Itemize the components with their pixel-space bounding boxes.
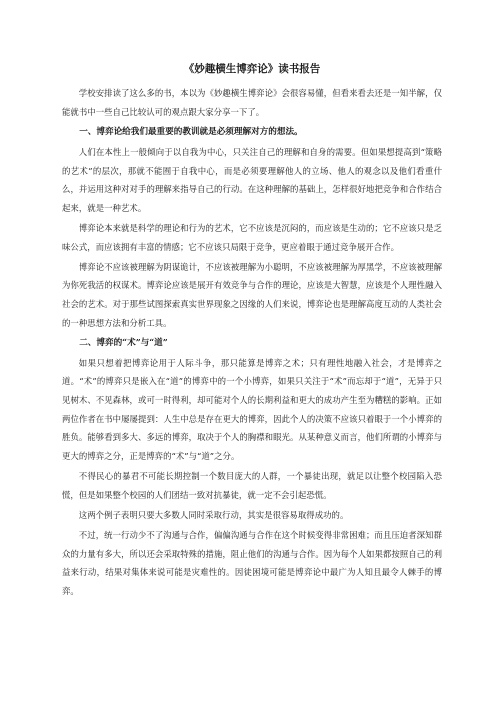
paragraph: 不过，统一行动少不了沟通与合作，偏偏沟通与合作在这个时候变得非常困难；而且压迫者深知群众的力量有多大，所以还会采取特殊的措施，阻止他们的沟通与合作。因为每个人如果都按照自己的利益来行动，结果对集体来说可能是灾难性的。因徒困境可能是博弈论中最广为人知且最令人棘手的博弈。 — [62, 530, 442, 596]
paragraph: 博弈论本来就是科学的理论和行为的艺术，它不应该是沉闷的，而应该是生动的；它不应该只是乏味公式，而应该拥有丰富的情感；它不应该只局限于竞争，更应着眼于通过竞争展开合作。 — [62, 222, 442, 252]
paragraph: 不得民心的暴君不可能长期控制一个数目庞大的人群，一个暴徒出现，就足以让整个校园陷入恐慌，但是如果整个校园的人们团结一致对抗暴徒，就一定不会引起恐慌。 — [62, 471, 442, 500]
document-title: 《妙趣横生博弈论》读书报告 — [183, 63, 321, 75]
paragraph: 这两个例子表明只要大多数人同时采取行动，其实是很容易取得成功的。 — [78, 509, 349, 520]
paragraph: 如果只想着把博弈论用于人际斗争，那只能算是博弈之术；只有理性地融入社会，才是博弈之道。“术”的博弈只是嵌入在“道”的博弈中的一个小博弈，如果只关注于“术”而忘却于“道”，无异于只见树木、不见森林，或可一时得利，却可能对个人的长期利益和更大的成功产生至为糟糕的影响。正如两位作者在书中屡屡提到：人生中总是存在更大的博弈，因此个人的决策不应该只着眼于一个小博弈的胜负。能够看到多大、多远的博弈，取决于个人的胸襟和眼光。从某种意义而言，他们所谓的小博弈与更大的博弈之分，正是博弈的“术”与“道”之分。 — [62, 357, 442, 461]
paragraph: 人们在本性上一般倾向于以自我为中心，只关注自己的理解和自身的需要。但如果想提高到“策略的艺术”的层次，那就不能囿于自我中心，而是必须要理解他人的立场、他人的观念以及他们看重什么，并运用这种对对手的理解来指导自己的行动。在这种理解的基础上，怎样很好地把竞争和合作结合起来，就是一种艺术。 — [62, 146, 442, 213]
document-body — [62, 84, 442, 600]
section-heading: 一、博弈论给我们最重要的教训就是必须理解对方的想法。 — [79, 126, 303, 137]
section-heading: 二、博弈的“术”与“道” — [79, 337, 168, 348]
paragraph: 博弈论不应该被理解为阴谋诡计，不应该被理解为小聪明，不应该被理解为厚黑学，不应该被理解为你死我活的权谋术。博弈论应该是展开有效竞争与合作的理论，应该是大智慧，应该是个人理性融入社会的艺术。对于那些试图探索真实世界现象之因缘的人们来说，博弈论也是理解高度互动的人类社会的一种思想方法和分析工具。 — [62, 261, 442, 328]
paragraph: 学校安排读了这么多的书，本以为《妙趣横生博弈论》会很容易懂，但看来看去还是一知半解，仅能就书中一些自己比较认可的观点跟大家分享一下了。 — [62, 88, 442, 117]
